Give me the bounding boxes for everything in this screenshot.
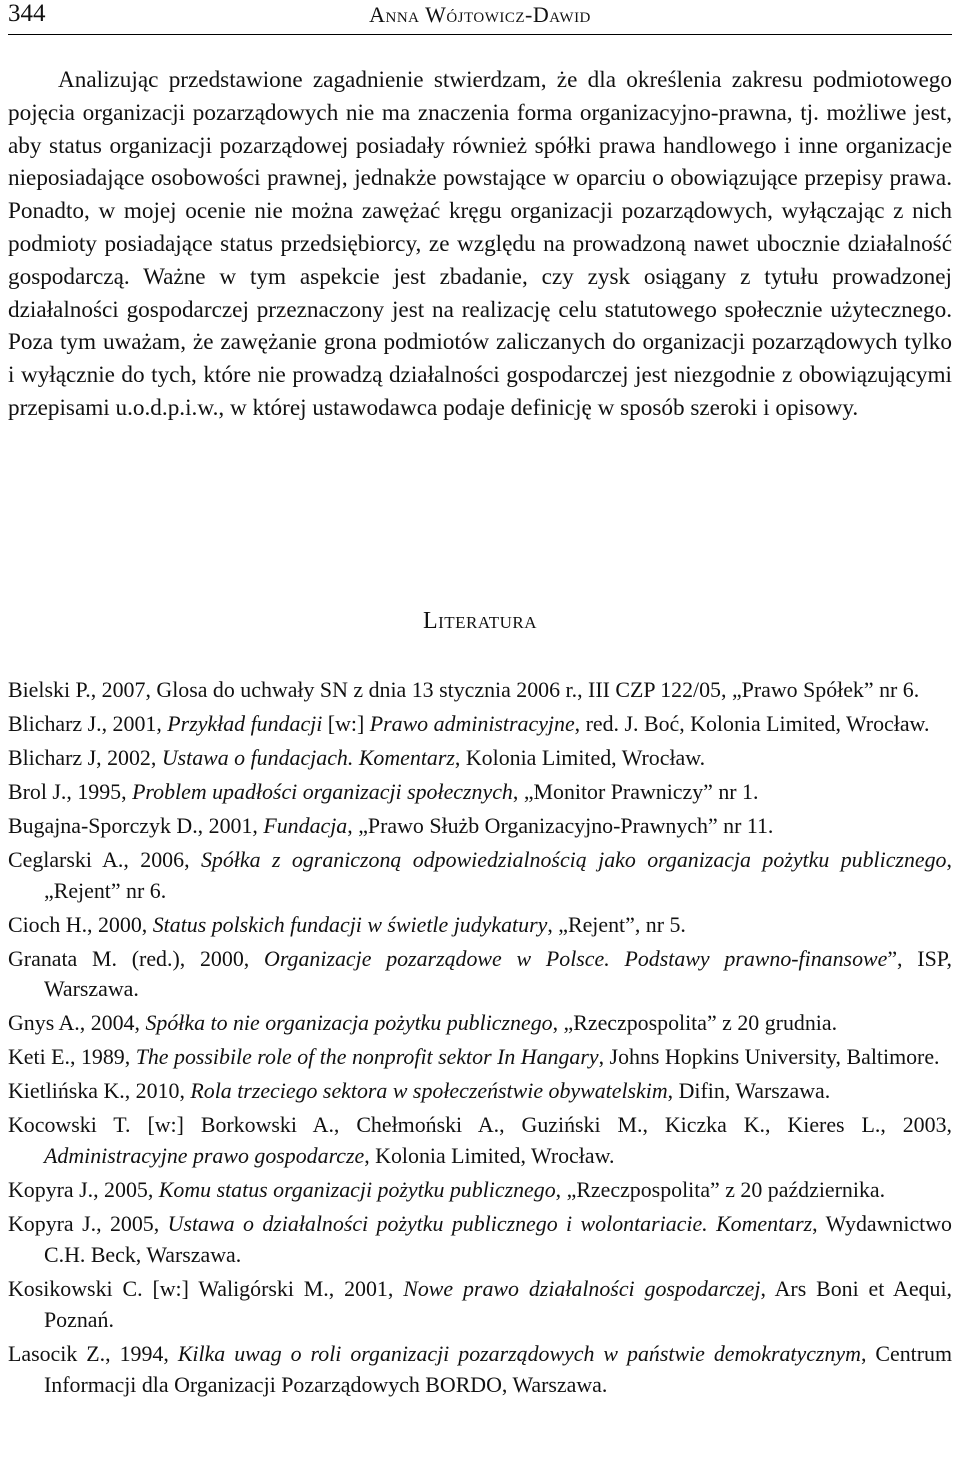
reference-title: Fundacja	[263, 812, 348, 838]
reference-text: Kietlińska K., 2010,	[8, 1078, 191, 1104]
running-head: Anna Wójtowicz-Dawid	[369, 2, 591, 27]
reference-item	[8, 1274, 952, 1336]
reference-item	[8, 1008, 952, 1039]
reference-title: Nowe prawo działalności gospodarczej	[403, 1275, 761, 1301]
reference-item	[8, 1042, 952, 1073]
reference-text: Ceglarski A., 2006,	[8, 846, 201, 872]
reference-item	[8, 845, 952, 907]
page-number: 344	[8, 0, 46, 27]
reference-item	[8, 1110, 952, 1172]
reference-text: Bugajna-Sporczyk D., 2001,	[8, 812, 264, 838]
reference-title: Ustawa o fundacjach. Komentarz	[161, 744, 455, 770]
reference-text: Gnys A., 2004,	[8, 1010, 146, 1036]
reference-text: Cioch H., 2000,	[8, 911, 153, 937]
reference-title: Komu status organizacji pożytku publicznego	[158, 1177, 556, 1203]
reference-title: Kilka uwag o roli organizacji pozarządowych w państwie demokratycznym	[177, 1340, 861, 1366]
reference-title: Rola trzeciego sektora w społeczeństwie obywatelskim	[190, 1078, 668, 1104]
reference-item	[8, 910, 952, 941]
reference-item	[8, 675, 952, 706]
reference-text: Bielski P., 2007, Glosa do uchwały SN z dnia 13 stycznia 2006 r., III CZP 122/05, „Prawo Spółek” nr 6.	[8, 677, 920, 702]
reference-title: Ustawa o działalności pożytku publicznego i wolontariacie. Komentarz	[167, 1211, 813, 1237]
reference-text: Blicharz J., 2001,	[8, 710, 168, 736]
reference-text: , „Rejent”, nr 5.	[547, 911, 686, 937]
reference-text: Kopyra J., 2005,	[8, 1177, 159, 1203]
reference-text: , Wydawnictwo C.H. Beck, Warszawa.	[44, 1211, 952, 1267]
reference-text: Granata M. (red.), 2000,	[8, 945, 265, 971]
reference-text: [w:]	[322, 710, 370, 736]
reference-item	[8, 1209, 952, 1271]
reference-item	[8, 709, 952, 740]
reference-text: Kocowski T. [w:] Borkowski A., Chełmoński A., Guziński M., Kiczka K., Kieres L., 2003,	[8, 1112, 952, 1138]
reference-item	[8, 811, 952, 842]
reference-text: , Kolonia Limited, Wrocław.	[364, 1143, 615, 1169]
body-paragraph: Analizując przedstawione zagadnienie stwierdzam, że dla określenia zakresu podmiotowego pojęcia organizacji pozarządowych nie ma znaczenia forma organizacyjno-prawna, tj. możliwe jest, aby status organizacji pozarządowej posiadały również spółki prawa handlowego i inne organizacje nieposiadające osobowości prawnej, jednakże powstające w oparciu o obowiązujące przepisy prawa. Ponadto, w mojej ocenie nie można zawężać kręgu organizacji pozarządowych, wyłączając z nich podmioty posiadające status przedsiębiorcy, ze względu na prowadzoną nawet ubocznie działalność gospodarczą. Ważne w tym aspekcie jest zbadanie, czy zysk osiągany z tytułu prowadzonej działalności gospodarczej przeznaczony jest na realizację celu statutowego społecznie użytecznego. Poza tym uważam, że zawężanie grona podmiotów zaliczanych do organizacji pozarządowych tylko i wyłącznie do tych, które nie prowadzą działalności gospodarczej jest niezgodnie z obowiązującymi przepisami u.o.d.p.i.w., w której ustawodawca podaje definicję w sposób szeroki i opisowy.	[8, 67, 952, 421]
reference-title: Spółka z ograniczoną odpowiedzialnością jako organizacja pożytku publicznego	[200, 846, 947, 872]
reference-item	[8, 944, 952, 1006]
reference-text: Kosikowski C. [w:] Waligórski M., 2001,	[8, 1275, 404, 1301]
reference-title: Spółka to nie organizacja pożytku publicznego	[145, 1010, 553, 1036]
reference-item	[8, 743, 952, 774]
reference-title: Przykład fundacji	[167, 710, 323, 736]
reference-text: , Centrum Informacji dla Organizacji Pozarządowych BORDO, Warszawa.	[44, 1340, 952, 1397]
reference-title: Problem upadłości organizacji społecznych	[132, 778, 513, 804]
reference-text: , „Prawo Służb Organizacyjno-Prawnych” nr 11.	[347, 812, 774, 838]
reference-text: , „Rzeczpospolita” z 20 października.	[555, 1177, 886, 1203]
reference-title: Prawo administracyjne	[369, 710, 575, 736]
reference-title: Organizacje pozarządowe w Polsce. Podstawy prawno-finansowe	[264, 945, 888, 971]
reference-text: Keti E., 1989,	[8, 1044, 136, 1070]
reference-text: , „Rejent” nr 6.	[44, 846, 952, 903]
reference-text: Brol J., 1995,	[8, 778, 133, 804]
reference-text: , „Rzeczpospolita” z 20 grudnia.	[552, 1010, 838, 1036]
reference-text: Blicharz J, 2002,	[8, 744, 162, 770]
reference-item	[8, 1076, 952, 1107]
references-list	[8, 675, 952, 1404]
reference-item	[8, 1175, 952, 1206]
reference-title: The possibile role of the nonprofit sektor In Hangary	[135, 1044, 599, 1070]
reference-title: Status polskich fundacji w świetle judykatury	[152, 911, 548, 937]
section-title: Literatura	[422, 608, 538, 634]
reference-text: , Johns Hopkins University, Baltimore.	[598, 1044, 940, 1070]
reference-text: , Difin, Warszawa.	[667, 1078, 831, 1104]
reference-text: ”, ISP, Warszawa.	[44, 945, 952, 1002]
reference-title: Administracyjne prawo gospodarcze	[44, 1143, 365, 1169]
reference-item	[8, 777, 952, 808]
reference-text: , „Monitor Prawniczy” nr 1.	[512, 778, 759, 804]
reference-text: Lasocik Z., 1994,	[8, 1340, 178, 1366]
reference-item	[8, 1339, 952, 1401]
reference-text: , Kolonia Limited, Wrocław.	[454, 744, 706, 770]
reference-text: Kopyra J., 2005,	[8, 1211, 168, 1237]
reference-text: , red. J. Boć, Kolonia Limited, Wrocław.	[574, 710, 930, 736]
page-header	[8, 0, 952, 35]
reference-text: , Ars Boni et Aequi, Poznań.	[44, 1275, 953, 1332]
